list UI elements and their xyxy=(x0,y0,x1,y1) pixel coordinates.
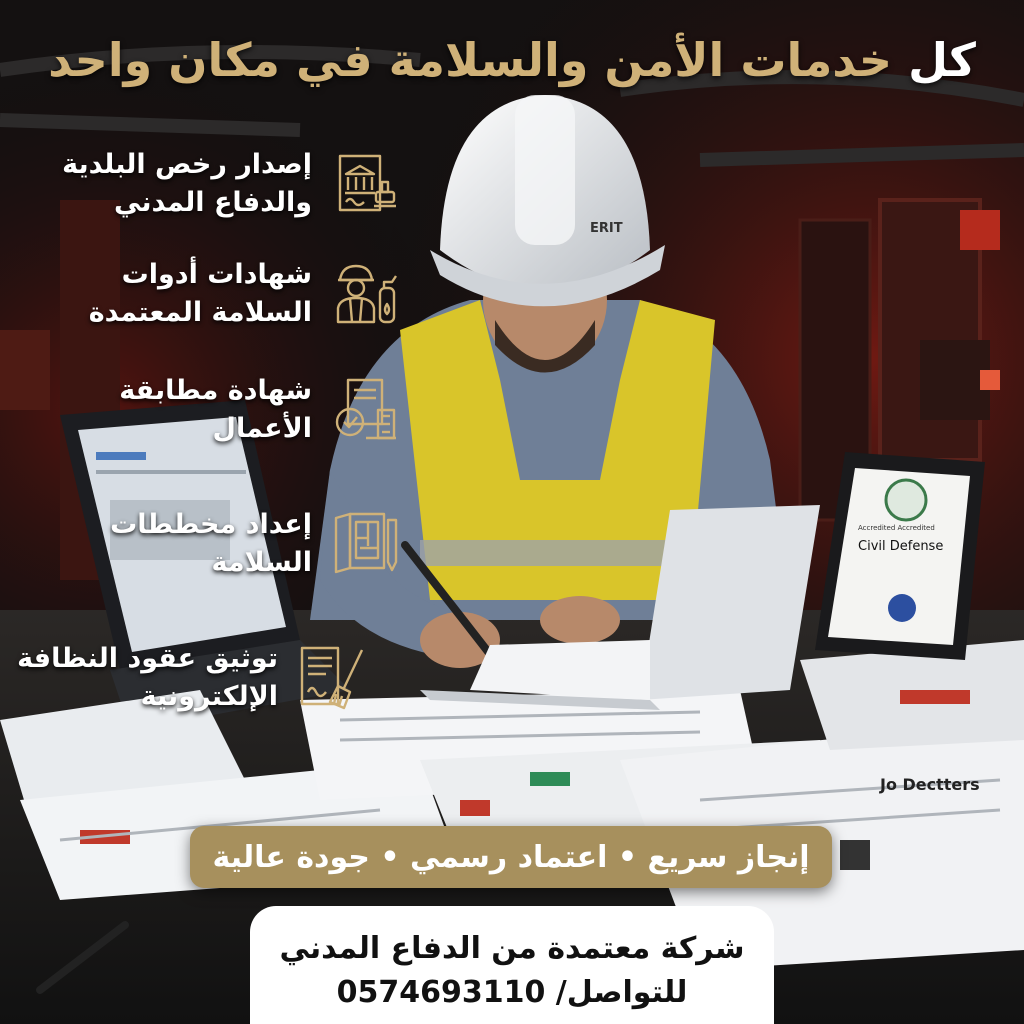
service-line2: السلامة المعتمدة xyxy=(88,297,312,328)
service-line1: شهادة مطابقة xyxy=(119,375,312,406)
helmet-text: ERIT xyxy=(590,221,623,236)
service-works-compliance xyxy=(119,372,402,448)
blueprint-pencil-icon xyxy=(330,508,402,580)
contact-box xyxy=(250,906,774,1024)
worker-extinguisher-icon xyxy=(330,258,402,330)
service-text xyxy=(110,506,312,582)
document-stamp-icon xyxy=(330,148,402,220)
contact-phone[interactable]: للتواصل/ 0574693110 xyxy=(336,975,688,1010)
service-text xyxy=(119,372,312,448)
service-text xyxy=(62,146,312,222)
contract-broom-icon xyxy=(296,642,368,714)
service-text xyxy=(17,640,278,716)
service-line2: السلامة xyxy=(211,547,312,578)
service-line1: إعداد مخططات xyxy=(110,509,312,540)
service-line2: والدفاع المدني xyxy=(114,187,312,218)
service-line1: توثيق عقود النظافة xyxy=(17,643,278,674)
certificate-title: Civil Defense xyxy=(858,539,944,554)
service-text xyxy=(89,256,312,332)
compliance-certificate-icon xyxy=(330,374,402,446)
framed-certificate xyxy=(815,452,985,660)
features-banner: إنجاز سريع • اعتماد رسمي • جودة عالية xyxy=(190,826,832,888)
paper-heading: Jo Dectters xyxy=(880,775,980,794)
service-line1: شهادات أدوات xyxy=(121,259,312,290)
service-municipal-licenses xyxy=(62,146,402,222)
headline-lead: كل xyxy=(908,33,976,87)
service-cleaning-contracts xyxy=(17,640,368,716)
company-accreditation: شركة معتمدة من الدفاع المدني xyxy=(279,931,745,966)
service-safety-tools-certificates xyxy=(89,256,402,332)
certificate-line1: Accredited Accredited xyxy=(858,524,935,532)
service-line2: الأعمال xyxy=(212,413,312,444)
service-safety-plans xyxy=(110,506,402,582)
headline xyxy=(40,28,984,92)
service-line1: إصدار رخص البلدية xyxy=(62,149,312,180)
service-line2: الإلكترونية xyxy=(140,681,278,712)
headline-rest: خدمات الأمن والسلامة في مكان واحد xyxy=(48,33,893,87)
